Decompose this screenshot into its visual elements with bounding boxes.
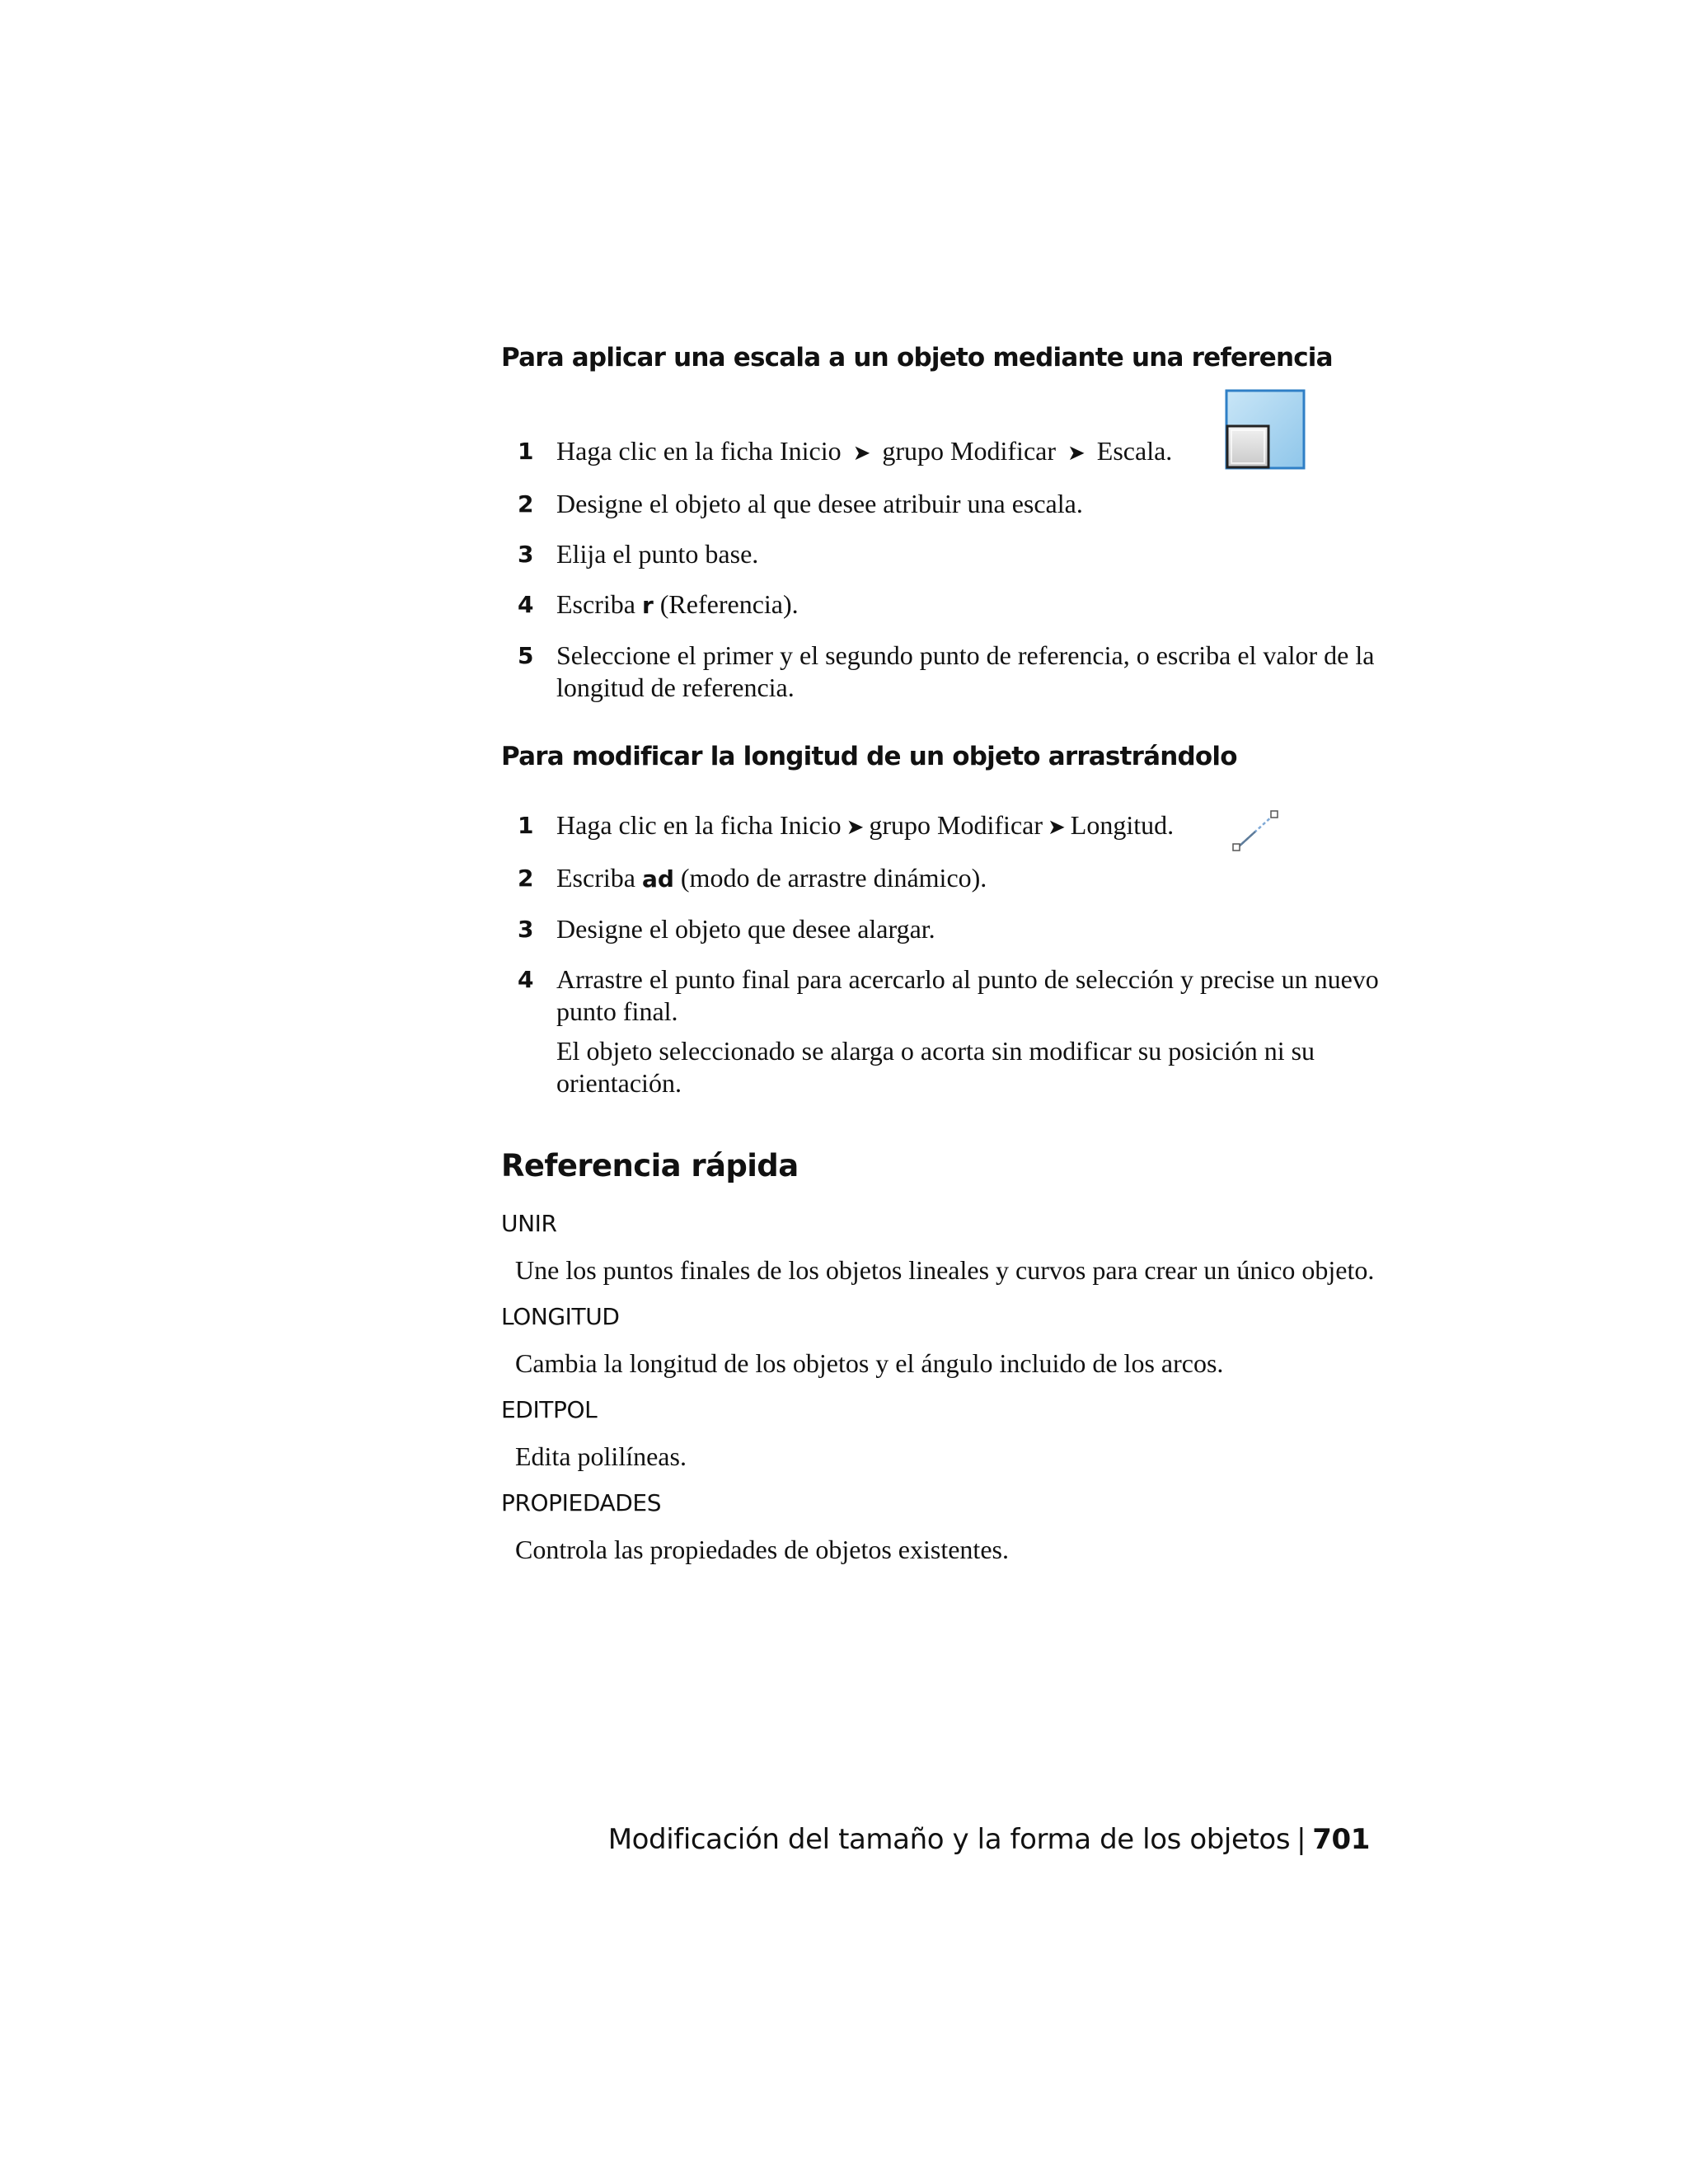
menu-arrow-icon: ➤ bbox=[1067, 441, 1085, 466]
steps-list-scale bbox=[501, 435, 1383, 704]
step-text: Designe el objeto al que desee atribuir una escala. bbox=[556, 489, 1083, 518]
command-term: EDITPOL bbox=[501, 1396, 598, 1423]
command-term: UNIR bbox=[501, 1210, 557, 1237]
step-number: 1 bbox=[518, 812, 534, 839]
footer-separator: | bbox=[1296, 1823, 1306, 1856]
page-footer bbox=[608, 1821, 1370, 1858]
step-item bbox=[501, 488, 1383, 520]
command-description: Cambia la longitud de los objetos y el ángulo incluido de los arcos. bbox=[515, 1348, 1224, 1378]
step-text-pre: Escriba bbox=[556, 589, 642, 619]
command-text: r bbox=[641, 592, 654, 619]
step-text-post: (Referencia). bbox=[653, 589, 799, 619]
step-number: 4 bbox=[518, 591, 534, 618]
step-text: Designe el objeto que desee alargar. bbox=[556, 914, 935, 944]
step-result: El objeto seleccionado se alarga o acorta sin modificar su posición ni su orientación. bbox=[556, 1036, 1315, 1098]
menu-arrow-icon: ➤ bbox=[852, 441, 871, 466]
command-description: Une los puntos finales de los objetos lineales y curvos para crear un único objeto. bbox=[515, 1255, 1375, 1285]
procedure-heading-scale: Para aplicar una escala a un objeto mediante una referencia bbox=[501, 343, 1333, 373]
step-text: Seleccione el primer y el segundo punto de referencia, o escriba el valor de la longitud de referencia. bbox=[556, 640, 1375, 702]
step-number: 3 bbox=[518, 916, 534, 943]
step-text-post: (modo de arrastre dinámico). bbox=[673, 863, 987, 893]
command-term: PROPIEDADES bbox=[501, 1489, 662, 1516]
step-number: 4 bbox=[518, 966, 534, 993]
step-number: 5 bbox=[518, 642, 534, 669]
scale-icon bbox=[1225, 389, 1307, 471]
chapter-title: Modificación del tamaño y la forma de los objetos bbox=[607, 1823, 1291, 1856]
step-text-part: grupo Modificar bbox=[882, 436, 1056, 466]
step-text-part: Haga clic en la ficha Inicio bbox=[556, 810, 842, 840]
quick-reference-title: Referencia rápida bbox=[501, 1148, 799, 1183]
step-text: Arrastre el punto final para acercarlo al punto de selección y precise un nuevo punto final. bbox=[556, 964, 1379, 1026]
quick-reference-list bbox=[501, 1208, 1383, 1566]
step-text-pre: Escriba bbox=[556, 863, 642, 893]
step-item bbox=[501, 963, 1383, 1099]
command-description: Controla las propiedades de objetos existentes. bbox=[515, 1535, 1009, 1564]
step-number: 2 bbox=[518, 490, 534, 518]
command-text: ad bbox=[641, 865, 674, 893]
step-number: 1 bbox=[518, 438, 534, 465]
page-content bbox=[501, 338, 1383, 1581]
step-text: Elija el punto base. bbox=[556, 539, 759, 569]
step-item bbox=[501, 640, 1383, 704]
menu-arrow-icon: ➤ bbox=[846, 815, 865, 840]
step-item bbox=[501, 538, 1383, 570]
step-text-part: Haga clic en la ficha Inicio bbox=[556, 436, 842, 466]
page-number: 701 bbox=[1312, 1823, 1370, 1856]
menu-arrow-icon: ➤ bbox=[1048, 815, 1066, 840]
step-item bbox=[501, 913, 1383, 945]
step-text-part: Longitud. bbox=[1070, 810, 1175, 840]
step-text-part: grupo Modificar bbox=[869, 810, 1043, 840]
step-text-part: Escala. bbox=[1096, 436, 1173, 466]
step-number: 2 bbox=[518, 865, 534, 892]
step-number: 3 bbox=[518, 541, 534, 568]
command-term: LONGITUD bbox=[501, 1303, 620, 1330]
step-item bbox=[501, 588, 1383, 621]
step-item bbox=[501, 862, 1383, 895]
procedure-heading-lengthen: Para modificar la longitud de un objeto arrastrándolo bbox=[501, 742, 1237, 771]
command-description: Edita polilíneas. bbox=[515, 1441, 687, 1471]
lengthen-icon bbox=[1231, 808, 1280, 855]
